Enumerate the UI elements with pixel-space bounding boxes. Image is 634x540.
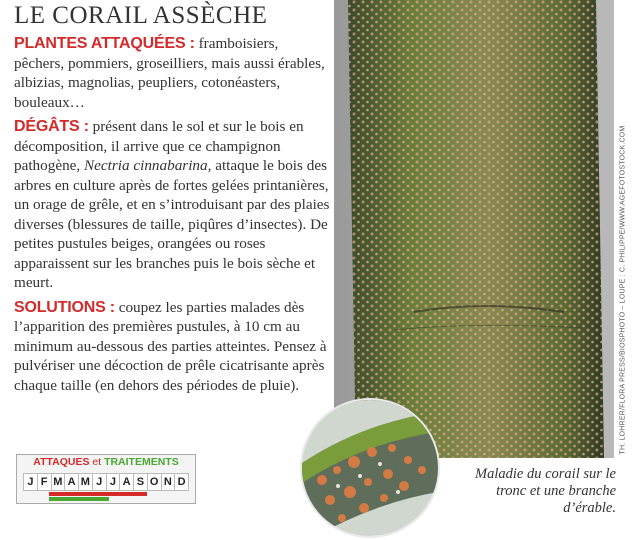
month-cell: F <box>38 474 52 490</box>
photo-caption: Maladie du corail sur le tronc et une branche d’érable. <box>475 466 616 516</box>
month-cell: N <box>162 474 176 490</box>
branch-loupe-photo <box>300 398 440 538</box>
calendar-attaques-label: ATTAQUES <box>33 456 90 468</box>
plantes-text: framboisiers, pêchers, pommiers, groseilliers, mais aussi érables, albizias, magnolias, peupliers, cotonéasters, bouleaux… <box>14 35 325 111</box>
degats-text-1: présent dans le sol et sur le bois en décomposition, il arrive que ce champignon pathogène, <box>14 118 304 174</box>
treatment-period-bar <box>49 497 109 501</box>
degats-text-2: attaque le bois des arbres en culture après de fortes gelées printanières, un orage de grêle, et en s’introduisant par des plaies diverses (blessures de taille, piqûres d’insectes). De petites pustules beiges, orangées ou roses apparaissent sur les branches puis le bois sèche et meurt. <box>14 157 330 291</box>
month-cell: J <box>24 474 38 490</box>
treatment-calendar <box>16 454 196 504</box>
degats-label: DÉGÂTS : <box>14 118 89 135</box>
calendar-months <box>23 473 189 491</box>
photo-credit <box>612 120 634 460</box>
species-name: Nectria cinnabarina, <box>84 157 212 174</box>
month-cell: J <box>93 474 107 490</box>
article-body <box>14 34 330 400</box>
degats-paragraph <box>14 117 330 293</box>
solutions-text: coupez les parties malades dès l’apparition des premières pustules, à 10 cm au minimum au-dessous des parties atteintes. Pensez à pulvériser une décoction de prêle cicatrisante après chaque taille (en dehors des périodes de pluie). <box>14 298 327 394</box>
month-cell: J <box>107 474 121 490</box>
plantes-label: PLANTES ATTAQUÉES : <box>14 35 195 52</box>
trunk-photo <box>334 0 614 458</box>
attack-period-bar <box>49 492 147 496</box>
month-cell: A <box>65 474 79 490</box>
plantes-paragraph <box>14 34 330 112</box>
calendar-traitements-label: TRAITEMENTS <box>104 456 179 468</box>
month-cell: D <box>177 476 186 488</box>
solutions-label: SOLUTIONS : <box>14 298 115 316</box>
calendar-header <box>17 456 195 468</box>
month-cell: A <box>120 474 134 490</box>
article-title: LE CORAIL ASSÈCHE <box>14 2 268 29</box>
calendar-et-label: et <box>89 456 105 468</box>
month-cell: O <box>148 474 162 490</box>
month-cell: M <box>79 474 93 490</box>
solutions-paragraph <box>14 298 330 396</box>
month-cell: S <box>134 474 148 490</box>
photo-credit-text: TH. LOHRER/FLORA PRESS/BIOSPHOTO – LOUPE : C. PHILIPPE/WWW.AGEFOTOSTOCK.COM <box>619 125 627 455</box>
month-cell: M <box>52 474 66 490</box>
